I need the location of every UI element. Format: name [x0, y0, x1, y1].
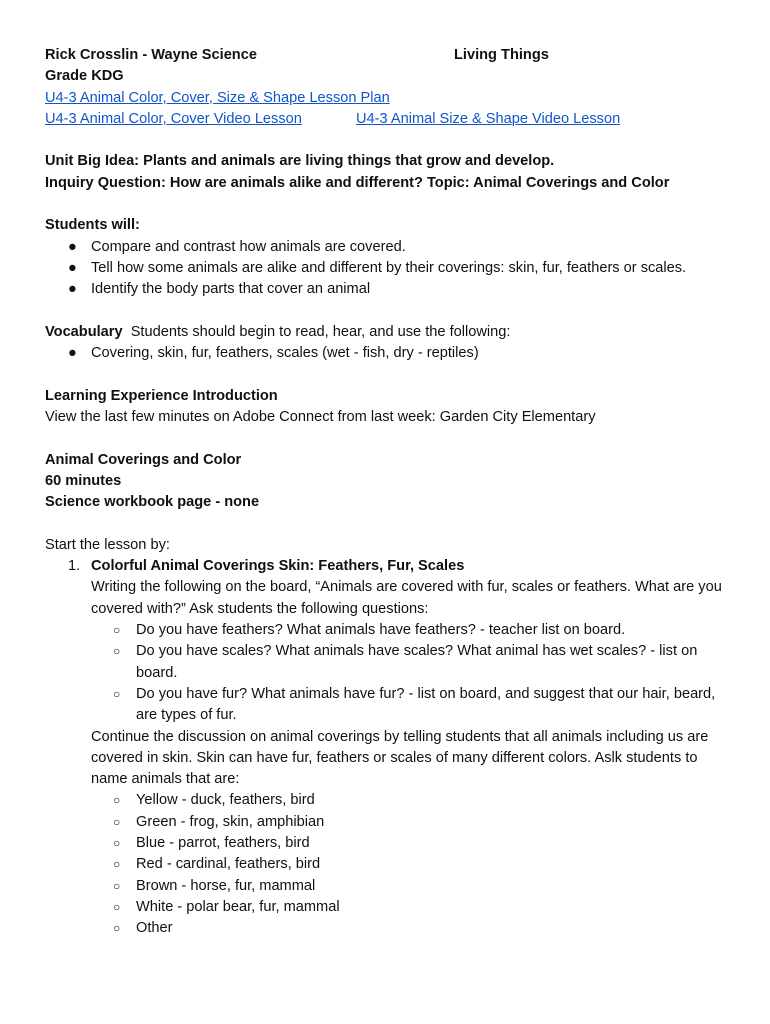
unit-title: Living Things	[454, 47, 549, 63]
list-item: ● Tell how some animals are alike and different by their coverings: skin, fur, feathers or scales.	[68, 258, 735, 279]
intro-text: View the last few minutes on Adobe Connect from last week: Garden City Elementary	[45, 409, 596, 426]
list-item: ○ Do you have feathers? What animals have feathers? - teacher list on board.	[113, 620, 726, 641]
list-item: ○ White - polar bear, fur, mammal	[113, 897, 726, 918]
circle-bullet-icon: ○	[113, 878, 121, 893]
list-item: ○ Do you have scales? What animals have scales? What animal has wet scales? - list on board.	[113, 643, 698, 681]
lesson-start: Start the lesson by:	[45, 536, 170, 553]
circle-bullet-icon: ○	[113, 814, 121, 829]
students-will-list	[45, 237, 735, 301]
list-item: ● Compare and contrast how animals are covered.	[68, 237, 735, 258]
activity-title: Animal Coverings and Color	[45, 451, 242, 468]
list-item: ● Covering, skin, fur, feathers, scales (wet - fish, dry - reptiles)	[68, 343, 735, 364]
vocabulary-label: Vocabulary	[45, 323, 123, 340]
header-row	[45, 45, 735, 66]
inquiry-question: Inquiry Question: How are animals alike and different? Topic: Animal Coverings and Color	[45, 174, 670, 191]
lesson-step	[68, 556, 735, 939]
step-title: Colorful Animal Coverings Skin: Feathers, Fur, Scales	[91, 558, 465, 575]
bullet-icon: ●	[68, 281, 77, 298]
lesson-steps	[45, 556, 735, 939]
size-shape-video-link[interactable]: U4-3 Animal Size & Shape Video Lesson	[356, 110, 621, 127]
list-item: ○ Do you have fur? What animals have fur? - list on board, and suggest that our hair, beard, are types of fur.	[113, 685, 716, 724]
author-line: Rick Crosslin - Wayne Science	[45, 47, 257, 63]
bullet-icon: ●	[68, 238, 77, 255]
circle-bullet-icon: ○	[113, 857, 121, 872]
bullet-icon: ●	[68, 345, 77, 362]
list-item: ● Identify the body parts that cover an animal	[68, 279, 735, 300]
intro-heading: Learning Experience Introduction	[45, 387, 278, 404]
vocabulary-text: Students should begin to read, hear, and use the following:	[122, 323, 511, 340]
circle-bullet-icon: ○	[113, 899, 121, 914]
list-item: ○ Yellow - duck, feathers, bird	[113, 790, 726, 811]
circle-bullet-icon: ○	[113, 686, 121, 701]
continue-text: Continue the discussion on animal coverings by telling students that all animals including us are covered in skin. Skin can have fur, feathers or scales of many different colors. Aslk students to name animals that are:	[91, 728, 709, 788]
circle-bullet-icon: ○	[113, 835, 121, 850]
circle-bullet-icon: ○	[113, 623, 121, 638]
video-links-row	[45, 109, 735, 130]
circle-bullet-icon: ○	[113, 644, 121, 659]
list-item: ○ Other	[113, 918, 726, 939]
step-text: Writing the following on the board, “Animals are covered with fur, scales or feathers. What are you covered with?” Ask students the following questions:	[91, 579, 722, 617]
color-cover-video-link[interactable]: U4-3 Animal Color, Cover Video Lesson	[45, 110, 302, 127]
list-item: ○ Blue - parrot, feathers, bird	[113, 833, 726, 854]
list-item: ○ Red - cardinal, feathers, bird	[113, 854, 726, 875]
document-page	[45, 45, 735, 939]
students-will-heading: Students will:	[45, 217, 140, 234]
lesson-plan-link[interactable]: U4-3 Animal Color, Cover, Size & Shape Lesson Plan	[45, 89, 390, 106]
list-item: ○ Green - frog, skin, amphibian	[113, 812, 726, 833]
circle-bullet-icon: ○	[113, 793, 121, 808]
question-list	[91, 620, 735, 726]
grade-line: Grade KDG	[45, 68, 124, 85]
step-number: 1.	[68, 558, 81, 575]
list-item: ○ Brown - horse, fur, mammal	[113, 876, 726, 897]
vocabulary-line	[45, 322, 735, 343]
color-list	[91, 790, 735, 939]
activity-duration: 60 minutes	[45, 472, 122, 489]
circle-bullet-icon: ○	[113, 921, 121, 936]
vocabulary-list	[45, 343, 735, 364]
bullet-icon: ●	[68, 259, 77, 276]
workbook-line: Science workbook page - none	[45, 494, 260, 511]
big-idea: Unit Big Idea: Plants and animals are living things that grow and develop.	[45, 153, 555, 170]
